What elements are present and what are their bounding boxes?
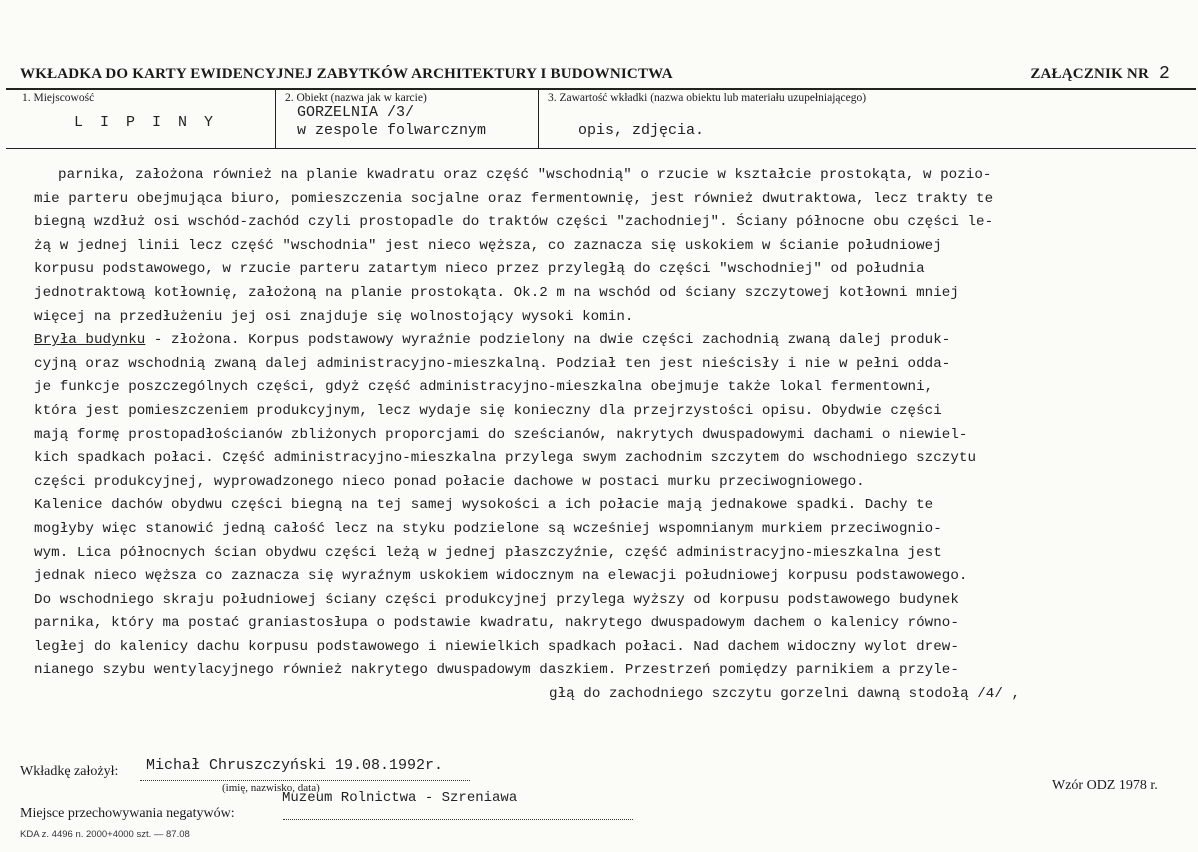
text-line: wym. Lica północnych ścian obydwu części leżą w jednej płaszczyźnie, część administracyjno-mieszkalna jest xyxy=(34,544,942,561)
text-line: cyjną oraz wschodnią zwaną dalej administracyjno-mieszkalną. Podział ten jest nieścisły i nie w pełni odda- xyxy=(34,355,951,372)
contents-value: opis, zdjęcia. xyxy=(578,122,705,139)
text-line: parnika, który ma postać graniastosłupa o podstawie kwadratu, nakrytego dwuspadowym dachem o kalenicy równo- xyxy=(34,615,959,632)
text-line: która jest pomieszczeniem produkcyjnym, lecz wydaje się konieczny dla przejrzystości opisu. Obydwie części xyxy=(34,402,942,419)
annex xyxy=(1030,64,1170,84)
text-line: mogłyby więc stanowić jedną całość lecz na styku podzielone są wcześniej wspomnianym murkiem przeciwognio- xyxy=(34,520,942,537)
text-line: kich spadkach połaci. Część administracyjno-mieszkalna przylega swym zachodnim szczytem do wschodniego szczytu xyxy=(34,450,977,467)
text-line: więcej na przedłużeniu jej osi znajduje się wolnostojący wysoki komin. xyxy=(34,308,634,325)
column-divider-2 xyxy=(538,89,539,149)
author-value: Michał Chruszczyński 19.08.1992r. xyxy=(146,757,444,774)
text-line: ległej do kalenicy dachu korpusu podstawowego i niewielkich spadkach połaci. Nad dachem widoczny wylot drew- xyxy=(34,638,959,655)
annex-label: ZAŁĄCZNIK NR xyxy=(1030,66,1149,82)
text-line: mie parteru obejmująca biuro, pomieszczenia socjalne oraz fermentownię, jest również dwutraktowa, lecz trakty te xyxy=(34,190,994,207)
text-line: parnika, założona również na planie kwadratu oraz część "wschodnią" o rzucie w kształcie prostokąta, w pozio- xyxy=(58,167,992,183)
text-line: Do wschodniego skraju południowej ściany części produkcyjnej przylega wyższy od korpusu podstawowego budynek xyxy=(34,591,959,608)
author-hint: (imię, nazwisko, data) xyxy=(222,782,320,794)
author-dotted-line xyxy=(140,780,470,781)
text-line: głą do zachodniego szczytu gorzelni dawną stodołą /4/ , xyxy=(549,686,1021,703)
column-divider-1 xyxy=(275,89,276,149)
locality-value: L I P I N Y xyxy=(74,114,218,131)
annex-number: 2 xyxy=(1158,64,1170,84)
text-line: części produkcyjnej, wyprowadzonego nieco ponad połacie dachowe w postaci murku przeciwogniowego. xyxy=(34,473,865,490)
section-heading-bryla: Bryła budynku xyxy=(34,332,146,349)
locality-label: 1. Miejscowość xyxy=(22,92,95,104)
text-line: jednotraktową kotłownię, założoną na planie prostokąta. Ok.2 m na wschód od ściany szczytowej kotłowni mniej xyxy=(34,284,959,301)
text-line: żą w jednej linii lecz część "wschodnia" jest nieco węższa, co zaznacza się uskokiem w ścianie południowej xyxy=(34,237,942,254)
text-fragment: - złożona. Korpus podstawowy wyraźnie podzielony na dwie części zachodnią zwaną dalej produk- xyxy=(145,332,951,349)
text-line xyxy=(34,329,1174,353)
text-line: biegną wzdłuż osi wschód-zachód czyli prostopadle do traktów części "zachodniej". Ściany północne obu części le- xyxy=(34,214,994,231)
form-pattern: Wzór ODZ 1978 r. xyxy=(1052,778,1158,793)
text-line: jednak nieco węższa co zaznacza się wyraźnym uskokiem widocznym na elewacji południowej korpusu podstawowego. xyxy=(34,568,968,585)
negatives-dotted-line xyxy=(283,819,633,820)
negatives-value: Muzeum Rolnictwa - Szreniawa xyxy=(282,790,518,806)
header-bottom-rule xyxy=(6,148,1196,149)
text-line: Kalenice dachów obydwu części biegną na tej samej wysokości a ich połacie mają jednakowe spadki. Dachy te xyxy=(34,497,934,514)
contents-label: 3. Zawartość wkładki (nazwa obiektu lub materiału uzupełniającego) xyxy=(548,92,867,104)
text-line: nianego szybu wentylacyjnego również nakrytego dwuspadowym daszkiem. Przestrzeń pomiędzy parnikiem a przyle- xyxy=(34,662,959,679)
top-rule xyxy=(6,88,1196,90)
object-value: GORZELNIA /3/ xyxy=(297,104,415,121)
object-label: 2. Obiekt (nazwa jak w karcie) xyxy=(285,92,427,104)
description-text xyxy=(34,164,1174,707)
text-line: korpusu podstawowego, w rzucie parteru zatartym nieco przez przyległą do części "wschodniej" od południa xyxy=(34,261,925,278)
author-label: Wkładkę założył: xyxy=(20,764,119,779)
print-info: KDA z. 4496 n. 2000+4000 szt. — 87.08 xyxy=(20,829,190,840)
form-header xyxy=(20,64,1170,84)
form-title: WKŁADKA DO KARTY EWIDENCYJNEJ ZABYTKÓW ARCHITEKTURY I BUDOWNICTWA xyxy=(20,66,673,82)
object-value-context: w zespole folwarcznym xyxy=(297,122,487,139)
text-line: mają formę prostopadłościanów zbliżonych proporcjami do sześcianów, nakrytych dwuspadowymi dachami o niewiel- xyxy=(34,426,968,443)
negatives-label: Miejsce przechowywania negatywów: xyxy=(20,806,235,821)
text-line: je funkcje poszczególnych części, gdyż część administracyjno-mieszkalna obejmuje także lokal fermentowni, xyxy=(34,379,934,396)
